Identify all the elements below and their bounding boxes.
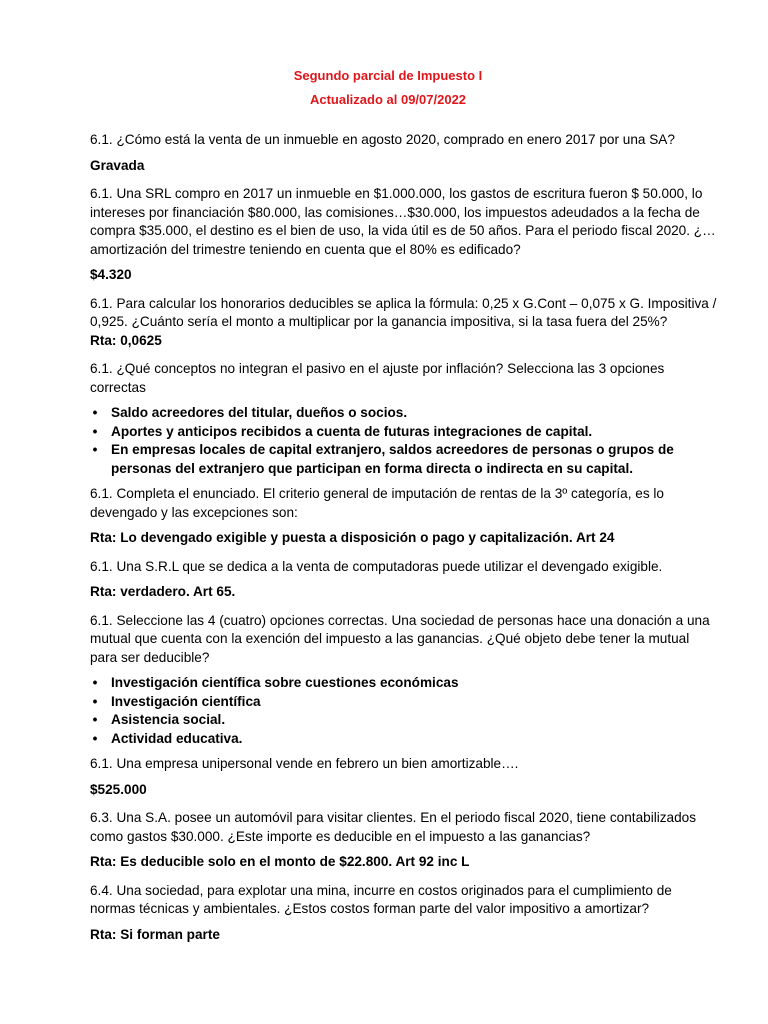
options-list-7 (90, 674, 720, 748)
question-10: 6.4. Una sociedad, para explotar una mina, incurre en costos originados para el cumplimiento de normas técnicas y ambientales. ¿Estos costos forman parte del valor impositivo a amortizar? (90, 882, 672, 916)
option-text: Saldo acreedores del titular, dueños o socios. (111, 405, 408, 420)
answer-10: Rta: Si forman parte (90, 926, 220, 942)
answer-9: Rta: Es deducible solo en el monto de $22.800. Art 92 inc L (90, 854, 470, 869)
question-4: 6.1. ¿Qué conceptos no integran el pasivo en el ajuste por inflación? Selecciona las 3 opciones correctas (90, 361, 665, 395)
answer-8: $525.000 (90, 781, 147, 797)
option-text: Investigación científica (111, 693, 261, 709)
option-item (90, 404, 720, 423)
bullet-icon: • (92, 712, 98, 727)
answer-5: Rta: Lo devengado exigible y puesta a disposición o pago y capitalización. Art 24 (90, 530, 615, 545)
answer-2: $4.320 (90, 267, 132, 282)
option-item (90, 423, 720, 442)
question-6: 6.1. Una S.R.L que se dedica a la venta de computadoras puede utilizar el devengado exigible. (90, 558, 663, 574)
option-text: Actividad educativa. (111, 730, 243, 746)
question-2: 6.1. Una SRL compro en 2017 un inmueble en $1.000.000, los gastos de escritura fueron $ 50.000, lo intereses por financiación $80.000, las comisiones…$30.000, los impuestos adeudados a la fecha de compra $35.000, el destino es el bien de uso, la vida útil es de 50 años. Para el periodo fiscal 2020. ¿… amortización del trimestre teniendo en cuenta que el 80% es edificado? (90, 186, 716, 257)
option-item (90, 730, 720, 749)
option-item (90, 693, 720, 712)
option-text: Aportes y anticipos recibidos a cuenta de futuras integraciones de capital. (111, 423, 593, 439)
bullet-icon: • (92, 675, 98, 690)
document-subtitle: Actualizado al 09/07/2022 (309, 92, 467, 107)
option-item (90, 711, 720, 730)
option-text: Asistencia social. (111, 712, 226, 727)
bullet-icon: • (92, 693, 98, 709)
option-text: Investigación científica sobre cuestiones económicas (111, 675, 459, 690)
question-8: 6.1. Una empresa unipersonal vende en febrero un bien amortizable…. (90, 756, 519, 771)
bullet-icon: • (92, 730, 98, 746)
question-9: 6.3. Una S.A. posee un automóvil para visitar clientes. En el periodo fiscal 2020, tiene contabilizados como gastos $30.000. ¿Este importe es deducible en el impuesto a las ganancias? (90, 810, 697, 844)
answer-1: Gravada (90, 157, 145, 173)
option-text: En empresas locales de capital extranjero, saldos acreedores de personas o grupos de personas del extranjero que participan en forma directa o indirecta en su capital. (111, 442, 674, 476)
question-5: 6.1. Completa el enunciado. El criterio general de imputación de rentas de la 3º categoría, es lo devengado y las excepciones son: (90, 486, 664, 520)
bullet-icon: • (92, 442, 98, 457)
option-item (90, 441, 720, 478)
answer-3: Rta: 0,0625 (90, 332, 162, 348)
document-title: Segundo parcial de Impuesto I (293, 68, 483, 83)
options-list-4 (90, 404, 720, 478)
document-body (90, 131, 720, 954)
bullet-icon: • (92, 405, 98, 420)
question-3: 6.1. Para calcular los honorarios deducibles se aplica la fórmula: 0,25 x G.Cont – 0,075 x G. Impositiva / 0,925. ¿Cuánto sería el monto a multiplicar por la ganancia impositiva, si la tasa fuera del 25%? (90, 295, 717, 329)
option-item (90, 674, 720, 693)
question-1: 6.1. ¿Cómo está la venta de un inmueble en agosto 2020, comprado en enero 2017 por una SA? (90, 132, 675, 147)
question-7: 6.1. Seleccione las 4 (cuatro) opciones correctas. Una sociedad de personas hace una donación a una mutual que cuenta con la exención del impuesto a las ganancias. ¿Qué objeto debe tener la mutual para ser deducible? (90, 612, 710, 665)
bullet-icon: • (92, 423, 98, 439)
answer-6: Rta: verdadero. Art 65. (90, 584, 236, 599)
